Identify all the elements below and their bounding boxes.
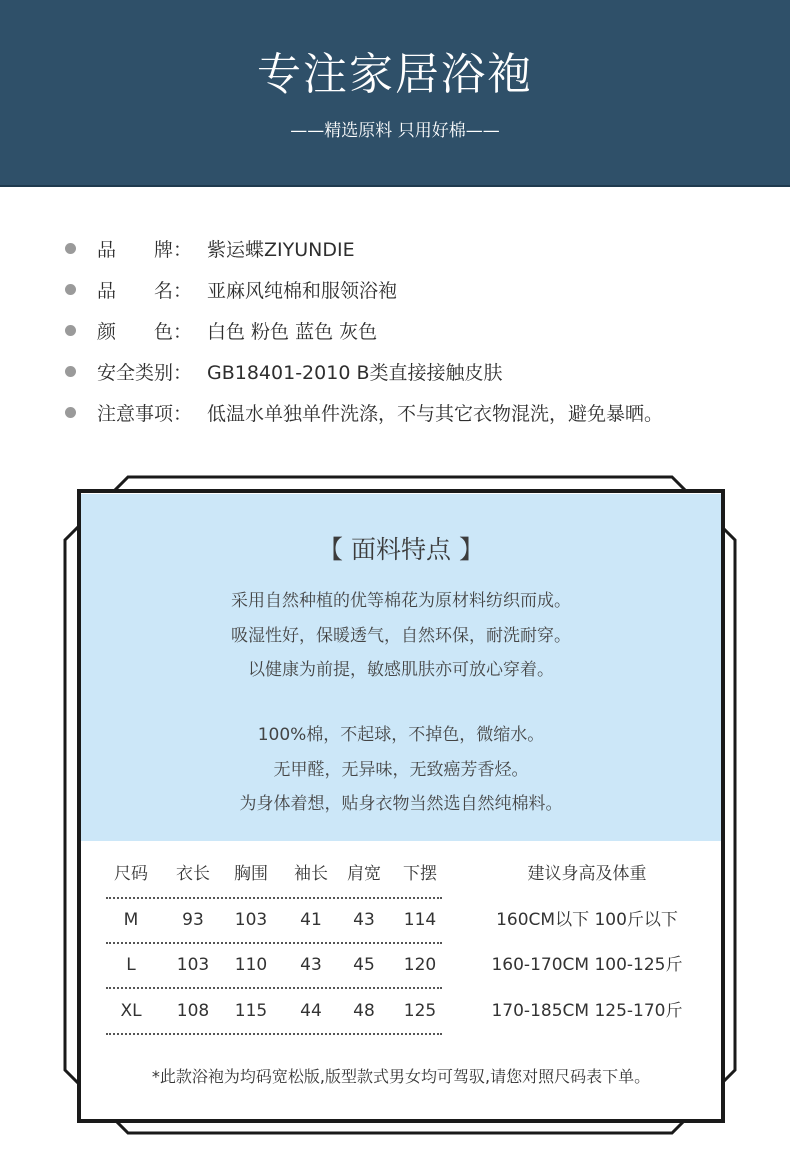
info-value: GB18401-2010 B类直接接触皮肤 — [207, 362, 503, 384]
info-value: 紫运蝶ZIYUNDIE — [207, 239, 355, 261]
table-divider — [106, 987, 442, 989]
bullet-icon — [65, 366, 76, 377]
info-value: 低温水单独单件洗涤，不与其它衣物混洗，避免暴晒。 — [207, 403, 664, 425]
header-cell: 衣长 — [176, 864, 210, 884]
header-cell: 建议身高及体重 — [527, 864, 647, 884]
table-cell: L — [126, 955, 136, 975]
table-cell: 44 — [300, 1001, 322, 1021]
fabric-title: 【 面料特点 】 — [318, 535, 484, 564]
info-label: 安全类别： — [97, 362, 193, 384]
bullet-icon — [65, 284, 76, 295]
table-cell: 108 — [176, 1001, 210, 1021]
fabric-features-panel — [81, 494, 721, 841]
info-care-notes — [65, 392, 765, 433]
table-cell: 41 — [300, 910, 322, 930]
table-cell: 114 — [403, 910, 437, 930]
header-cell: 尺码 — [114, 864, 148, 884]
bullet-icon — [65, 243, 76, 254]
info-safety-category — [65, 351, 765, 392]
fabric-line: 无甲醛，无异味，无致癌芳香烃。 — [273, 760, 529, 780]
table-cell: XL — [120, 1001, 142, 1021]
table-cell: 170-185CM 125-170斤 — [491, 1001, 683, 1021]
table-divider — [106, 897, 442, 899]
info-label: 品 名： — [97, 280, 193, 302]
table-cell: 115 — [234, 1001, 268, 1021]
table-cell: 103 — [176, 955, 210, 975]
header-banner — [0, 0, 790, 187]
info-brand — [65, 228, 765, 269]
bullet-icon — [65, 407, 76, 418]
table-cell: 93 — [182, 910, 204, 930]
table-cell: 160CM以下 100斤以下 — [496, 910, 678, 930]
fabric-line: 100%棉，不起球，不掉色，微缩水。 — [257, 725, 545, 745]
page-title: 专注家居浴袍 — [257, 49, 533, 100]
info-color — [65, 310, 765, 351]
info-label: 品 牌： — [97, 239, 193, 261]
header-cell: 肩宽 — [347, 864, 381, 884]
table-cell: 120 — [403, 955, 437, 975]
table-cell: 48 — [353, 1001, 375, 1021]
header-cell: 胸围 — [234, 864, 268, 884]
fabric-line: 以健康为前提，敏感肌肤亦可放心穿着。 — [248, 660, 554, 680]
fabric-line: 为身体着想，贴身衣物当然选自然纯棉料。 — [239, 794, 563, 814]
table-cell: 110 — [234, 955, 268, 975]
header-cell: 下摆 — [403, 864, 437, 884]
info-value: 白色 粉色 蓝色 灰色 — [207, 321, 378, 343]
fabric-line: 采用自然种植的优等棉花为原材料纺织而成。 — [231, 591, 571, 611]
table-divider — [106, 1033, 442, 1035]
product-info-list — [65, 228, 765, 433]
info-label: 注意事项： — [97, 403, 193, 425]
table-cell: 160-170CM 100-125斤 — [491, 955, 683, 975]
header-cell: 袖长 — [294, 864, 328, 884]
table-cell: 103 — [234, 910, 268, 930]
table-divider — [106, 942, 442, 944]
table-cell: M — [123, 910, 139, 930]
table-cell: 45 — [353, 955, 375, 975]
table-cell: 125 — [403, 1001, 437, 1021]
info-name — [65, 269, 765, 310]
table-cell: 43 — [300, 955, 322, 975]
info-value: 亚麻风纯棉和服领浴袍 — [207, 280, 398, 302]
table-cell: 43 — [353, 910, 375, 930]
page-subtitle: ——精选原料 只用好棉—— — [290, 121, 500, 141]
size-note: *此款浴袍为均码宽松版,版型款式男女均可驾驭,请您对照尺码表下单。 — [151, 1067, 651, 1086]
bullet-icon — [65, 325, 76, 336]
info-label: 颜 色： — [97, 321, 193, 343]
fabric-line: 吸湿性好，保暖透气，自然环保，耐洗耐穿。 — [231, 626, 571, 646]
